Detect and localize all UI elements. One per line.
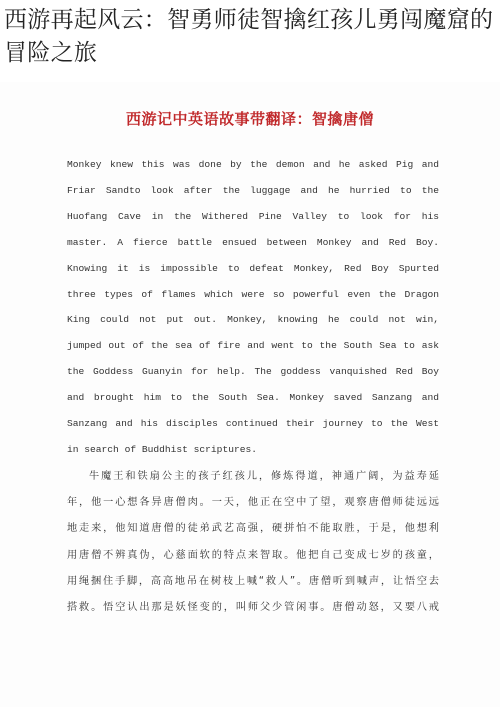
chinese-line: 牛魔王和铁扇公主的孩子红孩儿，修炼得道，神通广阔，为益寿延 bbox=[89, 471, 439, 482]
english-line: three types of flames which were so powerful even the Dragon bbox=[67, 288, 439, 300]
english-line: Knowing it is impossible to defeat Monkey, Red Boy Spurted bbox=[67, 262, 439, 274]
chinese-line: 用唐僧不辨真伪，心慈面软的特点来智取。他把自己变成七岁的孩童， bbox=[67, 549, 439, 561]
english-line: Sanzang and his disciples continued their journey to the West bbox=[67, 418, 439, 430]
english-line: Friar Sandto look after the luggage and he hurried to the bbox=[67, 184, 439, 196]
scanned-document bbox=[0, 82, 500, 707]
chinese-paragraph bbox=[67, 464, 439, 621]
chinese-line: 用绳捆住手脚，高高地吊在树枝上喊“救人”。唐僧听到喊声，让悟空去 bbox=[67, 575, 439, 587]
document-title: 西游记中英语故事带翻译：智擒唐僧 bbox=[125, 110, 374, 128]
english-line: and brought him to the South Sea. Monkey saved Sanzang and bbox=[67, 392, 439, 404]
chinese-line: 年，他一心想各异唐僧肉。一天，他正在空中了望，观察唐僧师徒远远 bbox=[67, 497, 439, 509]
page-heading: 西游再起风云：智勇师徒智擒红孩儿勇闯魔窟的冒险之旅 bbox=[4, 7, 494, 66]
english-line: in search of Buddhist scriptures. bbox=[67, 443, 257, 455]
english-line: jumped out of the sea of fire and went to the South Sea to ask bbox=[67, 340, 439, 352]
english-paragraph bbox=[67, 152, 439, 463]
chinese-line: 搭救。悟空认出那是妖怪变的，叫师父少管闲事。唐僧动怒，又要八戒 bbox=[67, 602, 439, 614]
english-line: Monkey knew this was done by the demon and he asked Pig and bbox=[67, 159, 439, 170]
english-line: Huofang Cave in the Withered Pine Valley to look for his bbox=[67, 210, 439, 222]
english-line: King could not put out. Monkey, knowing he could not win, bbox=[67, 314, 439, 326]
english-line: the Goddess Guanyin for help. The goddess vanquished Red Boy bbox=[67, 366, 439, 378]
english-line: master. A fierce battle ensued between Monkey and Red Boy. bbox=[67, 236, 439, 248]
chinese-line: 地走来，他知道唐僧的徒弟武艺高强，硬拼怕不能取胜，于是，他想利 bbox=[67, 523, 439, 535]
